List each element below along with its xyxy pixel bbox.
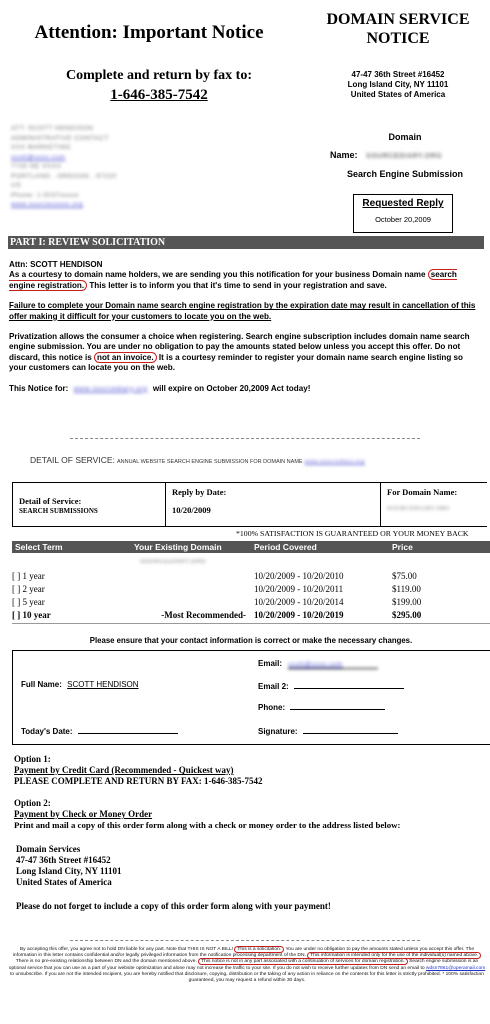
term-option[interactable]: [ ] 5 year (12, 596, 45, 607)
email2-label: Email 2: (258, 682, 289, 691)
email-field[interactable]: scott@xxxx.com (288, 661, 378, 669)
detail-box-title: For Domain Name: (387, 487, 458, 497)
full-name-field[interactable]: SCOTT HENDISON (67, 680, 139, 689)
fax-number: 1-646-385-7542 (110, 87, 208, 103)
recipient-line: ATT: SCOTT HENDISON (11, 125, 94, 132)
price: $199.00 (392, 596, 422, 607)
detail-text: ANNUAL WEBSITE SEARCH ENGINE SUBMISSION FOR DOMAIN NAME (116, 459, 303, 465)
signature-row (258, 725, 398, 736)
paragraph-3: Privatization allows the consumer a choice when registering. Search engine subscription includes domain name search engine submission. You are under no obligation to pay the amounts stated below unless you accept this offer. Do not discard, this notice is not an invoice. It is a courtesy reminder to register your domain name search engine listing so your customers can locate you on the web. (9, 332, 470, 373)
detail-of-service-line (30, 455, 488, 465)
service-title (318, 10, 478, 48)
domain-name-label: Name: (330, 150, 358, 160)
requested-reply-box (353, 194, 453, 233)
circled-text: This is a solicitation. (234, 946, 284, 953)
phone-row (258, 701, 385, 712)
term-option[interactable]: [ ] 10 year (12, 609, 51, 620)
recipient-line: Phone: 1-5037xxxxx (11, 191, 79, 199)
detail-domain-link[interactable]: www.sourcediary.org (304, 459, 365, 465)
option1-subtitle: Payment by Credit Card (Recommended - Quickest way) (14, 765, 234, 775)
fax-instruction: Complete and return by fax to: (65, 68, 252, 83)
term-option[interactable]: [ ] 1 year (12, 570, 45, 581)
contact-form-box (12, 650, 490, 745)
email2-row (258, 680, 404, 691)
option1-title: Option 1: (14, 754, 51, 764)
pricing-row[interactable] (12, 595, 482, 608)
option2-text: Print and mail a copy of this order form along with a check or money order to the address listed below: (14, 820, 401, 830)
search-engine-submission-label: Search Engine Submission (346, 169, 464, 179)
requested-reply-date: October 20,2009 (375, 215, 431, 224)
circled-text: not an invoice. (94, 352, 157, 363)
pricing-row[interactable] (12, 582, 482, 595)
phone-label: Phone: (258, 703, 286, 712)
notice-for-line: This Notice for: www.sourcediary.org will expire on October 20,2009 Act today! (9, 384, 481, 395)
pricing-header-cell: Select Term (15, 542, 63, 552)
phone-field[interactable] (290, 701, 385, 710)
price: $75.00 (392, 570, 417, 581)
payment-options (14, 754, 484, 912)
circled-text: This information is intended only for the use of the individual(s) named above. (307, 952, 481, 959)
contact-instruction: Please ensure that your contact information is correct or make the necessary changes. (89, 636, 413, 645)
period-covered: 10/20/2009 - 10/20/2010 (254, 570, 344, 581)
detail-box-title: Reply by Date: (172, 487, 227, 497)
detail-box-reply-date (165, 482, 381, 527)
email-label: Email: (258, 659, 283, 668)
recipient-line: XXX MARKETING (11, 144, 71, 151)
mail-address-line: 47-47 36th Street #16452 (16, 855, 111, 865)
existing-domain-value: SOURCEDIARY.ORG (140, 559, 206, 565)
unsubscribe-email-link[interactable]: wdsn7861@operamail.com (425, 965, 486, 971)
email2-field[interactable] (294, 680, 404, 689)
part1-body (9, 260, 481, 395)
term-note (134, 582, 254, 595)
term-option[interactable]: [ ] 2 year (12, 583, 45, 594)
signature-field[interactable] (303, 725, 398, 734)
recipient-line: US (11, 182, 22, 189)
detail-box-domain (380, 482, 487, 527)
full-name-row (21, 680, 139, 689)
footer-disclaimer: By accepting this offer, you agree not to hold DN liable for any part. Note that THIS IS NOT A BILL! This is a solicitation. You are under no obligation to pay the amounts stated unless you accept this offer. The information in this letter contains confidential and/or legally privileged information from the notification processing department of the DN. This information is intended only for the use of the individual(s) named above. There is no pre-existing relationship between DN and the domain mentioned above. This notice is not in any part associated with a continuation of services for domain registration. Search engine submission is an optional service that you can use as a part of your website optimization and alone may not increase the traffic to your site. If you do not wish to receive further updates from DN send an email to wdsn7861@operamail.com to unsubscribe. If you are not the intended recipient, you are hereby notified that disclosure, copying, distribution or the taking of any action in reliance on the contents for this letter is strictly prohibited. * 100% satisfaction guaranteed, you may request a refund within 30 days. (8, 947, 486, 984)
pricing-header-cell: Price (392, 542, 413, 552)
domain-label: Domain (388, 132, 422, 142)
pricing-bottom-rule (12, 623, 490, 624)
sender-address-line: Long Island City, NY 11101 (347, 80, 449, 89)
recipient-line: PORTLAND , OREGON , 97220 (11, 172, 117, 180)
sender-address-line: 47-47 36th Street #16452 (351, 70, 445, 79)
option2-subtitle: Payment by Check or Money Order (14, 809, 153, 819)
attn-line: Attn: SCOTT HENDISON (9, 260, 103, 269)
mail-address-line: Domain Services (16, 844, 81, 854)
pricing-table (12, 569, 482, 621)
pricing-header-cell: Period Covered (254, 542, 317, 552)
divider (70, 438, 420, 439)
service-title-line-2: NOTICE (366, 30, 430, 47)
guarantee-note: *100% SATISFACTION IS GUARANTEED OR YOUR MONEY BACK (236, 529, 469, 538)
pricing-header-cell: Your Existing Domain (134, 542, 222, 552)
service-title-line-1: DOMAIN SERVICE (326, 11, 470, 28)
mail-address-line: United States of America (16, 877, 112, 887)
footer-divider (70, 940, 420, 941)
option1-text: PLEASE COMPLETE AND RETURN BY FAX: 1-646-385-7542 (14, 776, 263, 786)
recipient-website-link[interactable]: www.sourcexxxxx.org (11, 201, 83, 208)
pricing-header (12, 541, 490, 553)
paragraph-2: Failure to complete your Domain name search engine registration by the expiration date may result in cancellation of this offer making it difficult for your customers to locate you on the web. (9, 301, 476, 321)
part1-heading: PART I: REVIEW SOLICITATION (8, 236, 484, 249)
term-note (134, 569, 254, 582)
mail-address-line: Long Island City, NY 11101 (16, 866, 122, 876)
term-note (134, 595, 254, 608)
circled-text: This notice is not in any part associated with a continuation of services for domain registration. (198, 958, 408, 965)
attention-title: Attention: Important Notice (34, 22, 264, 43)
recipient-line: ADMINISTRATIVE CONTACT (11, 134, 109, 142)
period-covered: 10/20/2009 - 10/20/2011 (254, 583, 344, 594)
detail-box-value: 10/20/2009 (172, 505, 211, 515)
term-note: -Most Recommended- (161, 609, 246, 620)
pricing-row[interactable] (12, 569, 482, 582)
detail-box-title: Detail of Service: (19, 496, 82, 506)
recipient-line: 7735 NE XXXX (11, 163, 62, 170)
recipient-email-link[interactable]: scott@xxxx.com (11, 153, 66, 161)
sender-address (318, 70, 478, 100)
domain-name-row (330, 150, 442, 160)
mail-address (16, 844, 484, 888)
domain-name-value: SOURCEDIARY.ORG (366, 153, 443, 160)
pricing-row[interactable] (12, 608, 482, 621)
email-row (258, 659, 378, 669)
requested-reply-title: Requested Reply (362, 198, 444, 209)
period-covered: 10/20/2009 - 10/20/2019 (254, 609, 344, 620)
option2-title: Option 2: (14, 798, 51, 808)
price: $295.00 (392, 609, 422, 620)
detail-label: DETAIL OF SERVICE: (30, 455, 115, 465)
detail-box-value: SOURCEDIARY.ORG (387, 506, 451, 512)
detail-box-value: SEARCH SUBMISSIONS (19, 507, 98, 515)
todays-date-label: Today's Date: (21, 727, 73, 736)
price: $119.00 (392, 583, 421, 594)
full-name-label: Full Name: (21, 680, 62, 689)
period-covered: 10/20/2009 - 10/20/2014 (254, 596, 344, 607)
detail-box-service (12, 482, 165, 527)
todays-date-row (21, 725, 178, 736)
paragraph-1: As a courtesy to domain name holders, we are sending you this notification for your business Domain name search engine registration. This letter is to inform you that it's time to send in your registration and save. (9, 270, 457, 290)
circled-text: search engine registration. (9, 270, 457, 290)
sender-address-line: United States of America (350, 90, 446, 99)
recipient-block (11, 124, 211, 210)
notice-domain-link[interactable]: www.sourcediary.org (73, 385, 148, 393)
signature-label: Signature: (258, 727, 298, 736)
todays-date-field[interactable] (78, 725, 178, 734)
payment-reminder: Please do not forget to include a copy of this order form along with your payment! (16, 901, 331, 911)
